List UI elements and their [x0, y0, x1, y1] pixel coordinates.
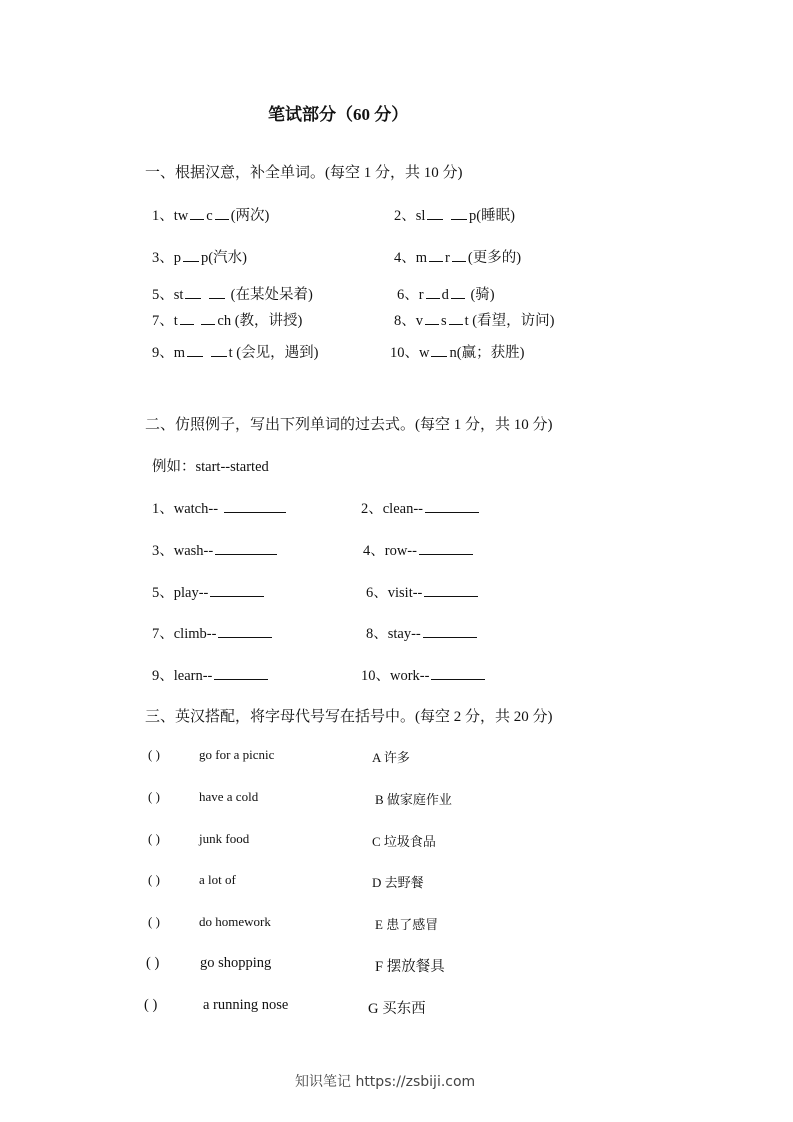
s1-item-3	[152, 246, 247, 267]
answer-blank	[214, 678, 268, 680]
s1-item-6-pre: 6、r	[397, 287, 424, 303]
answer-blank	[431, 678, 485, 680]
s1-item-5-post: (在某处呆着)	[230, 287, 313, 303]
answer-blank	[419, 553, 473, 555]
s1-item-4-mid: r	[445, 250, 450, 266]
match-right-g: G 买东西	[368, 1001, 426, 1017]
s1-item-10-post: n(赢；获胜)	[449, 345, 525, 361]
s2-item-2-label: 2、clean--	[361, 501, 423, 517]
section1-heading: 一、根据汉意，补全单词。(每空 1 分，共 10 分)	[145, 165, 463, 181]
s2-item-8-label: 8、stay--	[366, 626, 421, 642]
answer-blank	[224, 511, 286, 513]
match-paren: ( )	[148, 914, 160, 929]
match-right-f: F 摆放餐具	[375, 959, 445, 975]
s1-item-8-mid: s	[441, 313, 447, 329]
match-paren: ( )	[148, 831, 160, 846]
s1-item-1-mid: c	[206, 208, 213, 224]
match-left-7: a running nose	[203, 997, 289, 1013]
s2-item-1	[152, 497, 288, 518]
s1-item-7	[152, 309, 302, 330]
s1-item-7-pre: 7、t	[152, 313, 178, 329]
s1-item-4-pre: 4、m	[394, 250, 428, 266]
s1-item-8-pre: 8、v	[394, 313, 423, 329]
s2-item-2	[361, 497, 481, 518]
match-paren: ( )	[146, 955, 160, 971]
match-left-2: have a cold	[199, 789, 259, 804]
blank	[185, 297, 201, 299]
match-paren: ( )	[148, 789, 160, 804]
s2-item-7	[152, 622, 274, 643]
s2-item-5	[152, 581, 266, 602]
match-left-4: a lot of	[199, 872, 236, 887]
s1-item-9-pre: 9、m	[152, 345, 186, 361]
s1-item-5-pre: 5、st	[152, 287, 184, 303]
s1-item-7-post: ch (教，讲授)	[217, 313, 303, 329]
s2-item-8	[366, 622, 479, 643]
match-right-e: E 患了感冒	[375, 917, 439, 932]
match-paren: ( )	[148, 747, 160, 762]
s2-item-9	[152, 664, 270, 685]
blank	[183, 260, 199, 262]
s1-item-5	[152, 283, 313, 304]
blank	[211, 355, 227, 357]
footer-watermark: 知识笔记 https://zsbiji.com	[295, 1074, 476, 1090]
s1-item-10	[390, 341, 524, 362]
match-right-a: A 许多	[372, 750, 410, 765]
s1-item-3-pre: 3、p	[152, 250, 181, 266]
s1-item-6-post: (骑)	[470, 287, 495, 303]
s2-item-4	[363, 539, 475, 560]
blank	[201, 323, 215, 325]
s1-item-2	[394, 204, 515, 225]
s1-item-4	[394, 246, 521, 267]
s1-item-3-post: p(汽水)	[201, 250, 247, 266]
blank	[426, 297, 440, 299]
s2-item-3	[152, 539, 279, 560]
answer-blank	[424, 595, 478, 597]
blank	[190, 218, 204, 220]
blank	[180, 323, 194, 325]
match-right-c: C 垃圾食品	[372, 834, 436, 849]
s1-item-10-pre: 10、w	[390, 345, 430, 361]
blank	[449, 323, 463, 325]
blank	[425, 323, 439, 325]
s1-item-2-post: p(睡眠)	[469, 208, 515, 224]
match-right-d: D 去野餐	[372, 875, 424, 890]
blank	[429, 260, 443, 262]
match-left-6: go shopping	[200, 955, 272, 971]
s2-item-6-label: 6、visit--	[366, 585, 423, 601]
match-left-5: do homework	[199, 914, 271, 929]
s2-item-9-label: 9、learn--	[152, 668, 213, 684]
answer-blank	[218, 636, 272, 638]
s2-item-7-label: 7、climb--	[152, 626, 217, 642]
s1-item-6	[397, 283, 495, 304]
s2-item-1-label: 1、watch--	[152, 501, 219, 517]
s2-item-10-label: 10、work--	[361, 668, 430, 684]
page-title: 笔试部分（60 分）	[268, 105, 409, 124]
blank	[431, 355, 447, 357]
answer-blank	[425, 511, 479, 513]
s1-item-9-post: t (会见，遇到)	[228, 345, 319, 361]
s1-item-9	[152, 341, 318, 362]
match-left-3: junk food	[199, 831, 250, 846]
s1-item-4-post: (更多的)	[467, 250, 522, 266]
answer-blank	[423, 636, 477, 638]
blank	[209, 297, 225, 299]
blank	[451, 218, 467, 220]
s2-item-3-label: 3、wash--	[152, 543, 214, 559]
s1-item-8	[394, 309, 554, 330]
blank	[427, 218, 443, 220]
blank	[187, 355, 203, 357]
answer-blank	[210, 595, 264, 597]
s2-item-6	[366, 581, 480, 602]
match-paren: ( )	[144, 997, 158, 1013]
s1-item-1	[152, 204, 269, 225]
s1-item-2-pre: 2、sl	[394, 208, 426, 224]
match-left-1: go for a picnic	[199, 747, 275, 762]
match-paren: ( )	[148, 872, 160, 887]
s2-item-10	[361, 664, 487, 685]
answer-blank	[215, 553, 277, 555]
section2-example: 例如：start--started	[152, 459, 269, 475]
section2-heading: 二、仿照例子，写出下列单词的过去式。(每空 1 分，共 10 分)	[145, 417, 553, 433]
match-right-b: B 做家庭作业	[375, 792, 452, 807]
s1-item-1-pre: 1、tw	[152, 208, 189, 224]
s1-item-8-post: t (看望，访问)	[464, 313, 555, 329]
s1-item-1-post: (两次)	[230, 208, 270, 224]
s2-item-5-label: 5、play--	[152, 585, 209, 601]
section3-heading: 三、英汉搭配，将字母代号写在括号中。(每空 2 分，共 20 分)	[145, 709, 553, 725]
s2-item-4-label: 4、row--	[363, 543, 417, 559]
blank	[451, 297, 465, 299]
s1-item-6-mid: d	[441, 287, 449, 303]
blank	[215, 218, 229, 220]
blank	[452, 260, 466, 262]
